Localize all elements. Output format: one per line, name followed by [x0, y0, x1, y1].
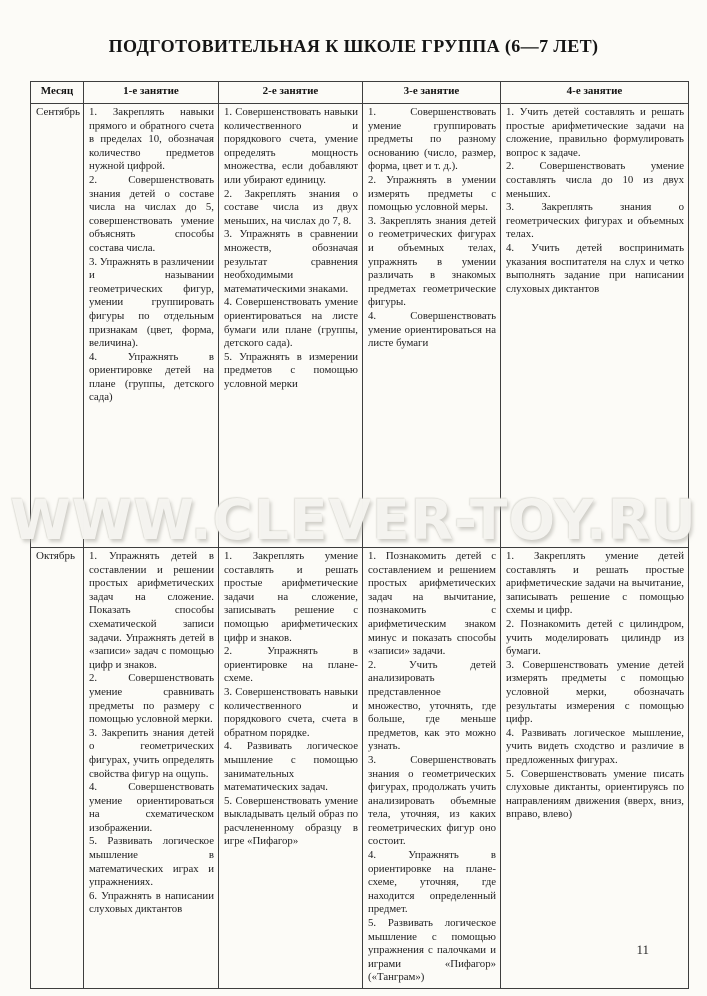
- lesson-item: 2. Совершенствовать умение сравнивать предметы по размеру с помощью условной мерки.: [89, 672, 214, 726]
- page-number: 11: [636, 942, 649, 957]
- lesson-cell: [219, 104, 363, 548]
- lesson-cell: [363, 104, 501, 548]
- lesson-item: 3. Совершенствовать навыки количественного и порядкового счета, счета в обратном порядке.: [224, 685, 358, 739]
- table-row: [31, 548, 689, 989]
- lesson-item: 4. Учить детей воспринимать указания воспитателя на слух и четко выполнять задание при написании слуховых диктантов: [506, 241, 684, 295]
- lesson-cell: [219, 548, 363, 989]
- lesson-item: 4. Развивать логическое мышление с помощью занимательных математических задач.: [224, 740, 358, 794]
- lesson-item: 1. Закреплять умение детей составлять и решать простые арифметические задачи на вычитание, записывать решение с помощью схемы и цифр.: [506, 550, 684, 617]
- lesson-item: 1. Закреплять умение составлять и решать простые арифметические задачи на сложение, записывать решение с помощью арифметических цифр и знаков.: [224, 550, 358, 644]
- header-month: Месяц: [31, 82, 84, 104]
- lesson-schedule-table: [30, 81, 689, 989]
- page-title: ПОДГОТОВИТЕЛЬНАЯ К ШКОЛЕ ГРУППА (6—7 ЛЕТ): [108, 36, 599, 56]
- lesson-item: 1. Упражнять детей в составлении и решении простых арифметических задач на сложение. Показать способы схематической записи задачи. Упражнять детей в «записи» задач с помощью цифр и знаков.: [89, 550, 214, 671]
- lesson-item: 3. Закрепить знания детей о геометрических фигурах, учить определять свойства фигур на ощупь.: [89, 726, 214, 780]
- lesson-item: 3. Совершенствовать знания о геометрических фигурах, продолжать учить анализировать объемные тела, уточняя, из каких геометрических фигур оно состоит.: [368, 753, 496, 848]
- lesson-item: 4. Совершенствовать умение ориентироваться на листе бумаги или плане (группы, детского сада).: [224, 296, 358, 350]
- lesson-item: 2. Совершенствовать знания детей о составе числа на числах до 5, совершенствовать умение объяснять способы состава числа.: [89, 173, 214, 254]
- lesson-item: 2. Совершенствовать умение составлять числа до 10 из двух меньших.: [506, 160, 684, 200]
- lesson-item: 1. Закреплять навыки прямого и обратного счета в пределах 10, обозначая количество предметов нужной цифрой.: [89, 106, 214, 173]
- lesson-item: 3. Закреплять знания о геометрических фигурах и объемных телах.: [506, 201, 684, 241]
- lesson-item: 5. Совершенствовать умение выкладывать целый образ по расчлененному образцу в игре «Пифагор»: [224, 794, 358, 848]
- lesson-cell: [84, 548, 219, 989]
- lesson-item: 1. Совершенствовать умение группировать предметы по разному основанию (число, размер, форма, цвет и т. д.).: [368, 106, 496, 173]
- lesson-item: 6. Упражнять в написании слуховых диктантов: [89, 889, 214, 916]
- month-cell: Октябрь: [31, 548, 84, 989]
- lesson-item: 5. Развивать логическое мышление в математических играх и упражнениях.: [89, 835, 214, 889]
- table-header-row: [31, 82, 689, 104]
- lesson-item: 3. Закреплять знания детей о геометрических фигурах и объемных телах, упражнять в умении различать в знакомых предметах геометрические фигуры.: [368, 214, 496, 309]
- header-lesson-3: 3-е занятие: [363, 82, 501, 104]
- lesson-item: 2. Познакомить детей с цилиндром, учить моделировать цилиндр из бумаги.: [506, 617, 684, 658]
- lesson-item: 4. Упражнять в ориентировке детей на плане (группы, детского сада): [89, 350, 214, 404]
- lesson-item: 5. Развивать логическое мышление с помощью упражнения с палочками и играми «Пифагор» («Танграм»): [368, 917, 496, 984]
- lesson-item: 4. Развивать логическое мышление, учить видеть сходство и различие в предложенных фигурах.: [506, 726, 684, 766]
- lesson-item: 2. Упражнять в умении измерять предметы с помощью условной меры.: [368, 173, 496, 214]
- header-lesson-2: 2-е занятие: [219, 82, 363, 104]
- lesson-item: 5. Упражнять в измерении предметов с помощью условной мерки: [224, 350, 358, 390]
- lesson-item: 1. Познакомить детей с составлением и решением простых арифметических задач на вычитание, познакомить с арифметическим знаком минус и показать способы «записи» задачи.: [368, 550, 496, 658]
- lesson-item: 2. Упражнять в ориентировке на плане-схеме.: [224, 645, 358, 685]
- lesson-item: 2. Учить детей анализировать представленное множество, уточнять, где больше, где меньше предметов, как это можно узнать.: [368, 658, 496, 753]
- lesson-item: 3. Упражнять в сравнении множеств, обозначая результат сравнения необходимыми математическими знаками.: [224, 228, 358, 295]
- header-lesson-4: 4-е занятие: [501, 82, 689, 104]
- lesson-cell: [363, 548, 501, 989]
- lesson-cell: [501, 104, 689, 548]
- schedule-table-body: [31, 104, 689, 989]
- lesson-item: 3. Упражнять в различении и назывании геометрических фигур, умении группировать фигуры по отдельным признакам (цвет, форма, величина).: [89, 255, 214, 350]
- lesson-item: 5. Совершенствовать умение писать слуховые диктанты, ориентируясь по направлениям движения (вверх, вниз, вправо, влево): [506, 767, 684, 821]
- lesson-item: 3. Совершенствовать умение детей измерять предметы с помощью условной мерки, обозначать результаты измерения с помощью цифр.: [506, 658, 684, 726]
- month-cell: Сентябрь: [31, 104, 84, 548]
- lesson-item: 4. Совершенствовать умение ориентироваться на схематическом изображении.: [89, 781, 214, 834]
- lesson-item: 1. Совершенствовать навыки количественного и порядкового счета, умение определять мощность множества, если добавляют или убирают единицу.: [224, 106, 358, 186]
- lesson-item: 2. Закреплять знания о составе числа из двух меньших, на числах до 7, 8.: [224, 187, 358, 227]
- lesson-item: 4. Упражнять в ориентировке на плане-схеме, уточняя, где находится определенный предмет.: [368, 849, 496, 916]
- lesson-item: 1. Учить детей составлять и решать простые арифметические задачи на сложение, правильно формулировать вопрос к задаче.: [506, 106, 684, 159]
- header-lesson-1: 1-е занятие: [84, 82, 219, 104]
- table-row: [31, 104, 689, 548]
- lesson-item: 4. Совершенствовать умение ориентироваться на листе бумаги: [368, 309, 496, 350]
- lesson-cell: [84, 104, 219, 548]
- lesson-cell: [501, 548, 689, 989]
- watermark: WWW.CLEVER-TOY.RU: [10, 488, 697, 552]
